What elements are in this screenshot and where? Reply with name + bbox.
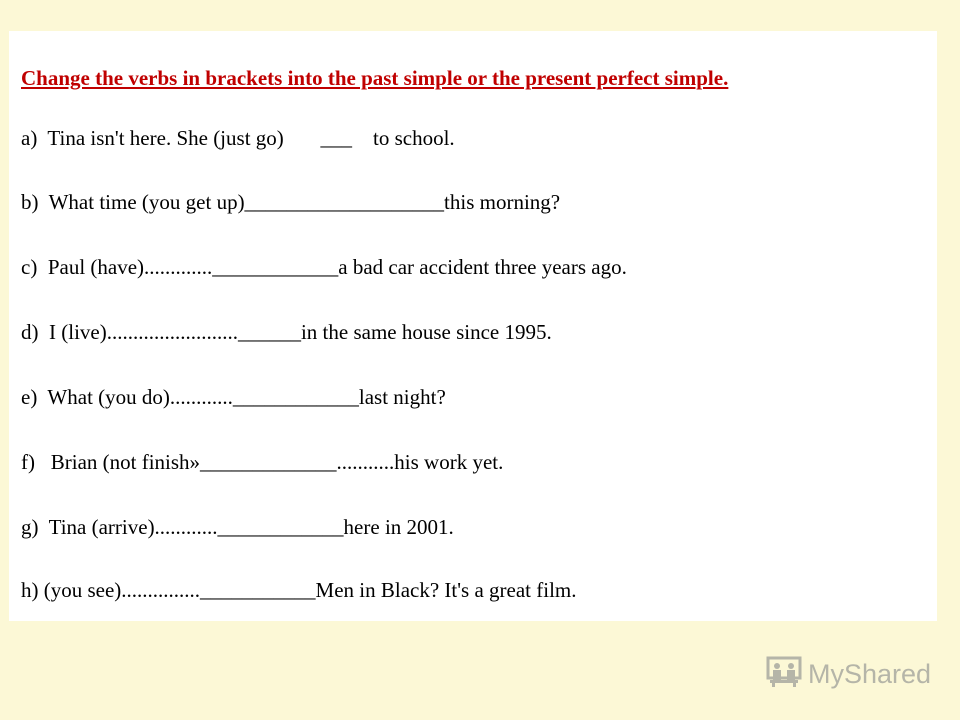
classroom-icon bbox=[766, 656, 802, 693]
watermark-text: MyShared bbox=[808, 658, 932, 689]
instructions-heading: Change the verbs in brackets into the past simple or the present perfect simple. bbox=[21, 66, 729, 90]
exercise-f: f) Brian (not finish»_____________...........his work yet. bbox=[21, 450, 504, 474]
exercise-panel bbox=[9, 31, 937, 621]
exercise-h: h) (you see)...............___________Men in Black? It's a great film. bbox=[21, 578, 577, 602]
exercise-g: g) Tina (arrive)............____________here in 2001. bbox=[21, 515, 454, 539]
myshared-watermark bbox=[766, 654, 931, 694]
exercise-d: d) I (live).........................______in the same house since 1995. bbox=[21, 320, 552, 344]
exercise-a: a) Tina isn't here. She (just go) ___ to school. bbox=[21, 126, 455, 150]
exercise-b: b) What time (you get up)___________________this morning? bbox=[21, 190, 561, 214]
exercise-c: c) Paul (have).............____________a bad car accident three years ago. bbox=[21, 255, 627, 279]
exercise-e: e) What (you do)............____________last night? bbox=[21, 385, 446, 409]
